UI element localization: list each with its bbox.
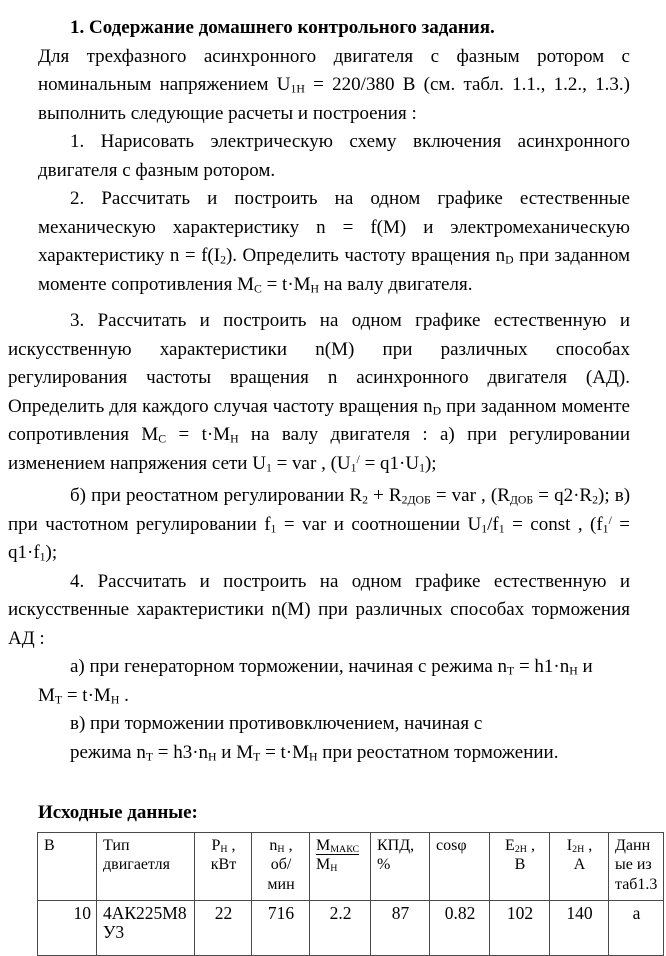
table-header-cell: Данн ые из таб1.3 xyxy=(609,832,664,900)
subscript: 1 xyxy=(270,522,277,536)
table-header-cell: $n_Н$ , об/мин xyxy=(252,832,310,900)
subscript: 2 xyxy=(362,493,368,507)
table-row xyxy=(38,900,664,955)
subscript: C xyxy=(253,282,262,296)
superscript: / xyxy=(608,513,612,527)
data-heading: Исходные данные: xyxy=(38,802,198,823)
formula: $U_{1Н} = 220/380$ В xyxy=(276,74,416,96)
subscript: 2 xyxy=(592,493,599,507)
subscript: 1Н xyxy=(290,82,305,96)
subscript: Т xyxy=(54,693,63,707)
subscript: 1 xyxy=(350,461,357,475)
subscript: ДОБ xyxy=(509,493,534,507)
subscript: 2 xyxy=(220,253,226,267)
formula: n = f(M) xyxy=(316,216,407,238)
subscript: Т xyxy=(253,750,261,764)
formula: $n_Т = h3\cdot n_Н$ xyxy=(136,741,217,764)
subscript: D xyxy=(432,404,442,418)
formula: $R_2 + R_{2ДОБ}$ = var xyxy=(349,485,476,507)
subscript: 2ДОБ xyxy=(401,493,431,507)
subscript: 1 xyxy=(419,461,425,475)
table-cell: 10 xyxy=(38,900,97,955)
subscript: Н xyxy=(220,843,228,855)
paragraph: 4. Рассчитать и построить на одном графике естественную и искусственные характеристики n(M) при различных способах торможения АД : xyxy=(8,570,630,649)
subscript: Н xyxy=(309,750,318,764)
subscript: Н xyxy=(208,750,217,764)
subscript: C xyxy=(158,432,167,446)
table-header-cell: Тип двигаетля xyxy=(97,832,195,900)
table-cell: 22 xyxy=(195,900,252,955)
table-header-cell: $P_Н$ , кВт xyxy=(195,832,252,900)
table-cell: а xyxy=(609,900,664,955)
subscript: Н xyxy=(277,843,285,855)
table-header-cell: $E_{2Н}$ , В xyxy=(490,832,550,900)
data-table xyxy=(37,832,664,956)
subscript: 1 xyxy=(265,461,272,475)
subscript: 1 xyxy=(39,550,46,564)
subscript: 1 xyxy=(498,522,505,536)
paragraph: в) при торможении противовключением, начиная с xyxy=(70,713,483,734)
table-header-cell: КПД, % xyxy=(371,832,430,900)
subscript: 2Н xyxy=(514,843,527,855)
formula: $U_1/f_1$ = const xyxy=(467,513,571,536)
table-header-cell: cosφ xyxy=(430,832,490,900)
table-cell: 716 xyxy=(252,900,310,955)
subscript: Н xyxy=(230,432,239,446)
paragraph: а) при генераторном торможении, начиная с режима $n_Т = h1\cdot n_Н$ и $M_Т = t\cdot M_Н$ . xyxy=(38,656,593,707)
paragraph: режима $n_Т = h3\cdot n_Н$ и $M_Т = t\cdot M_Н$ при реостатном торможении. xyxy=(70,741,559,764)
subscript: Т xyxy=(145,750,153,764)
formula: $M_C = t\cdot M_Н$ xyxy=(237,273,320,296)
formula: $f_1$ = var xyxy=(264,513,327,536)
table-cell: 102 xyxy=(490,900,550,955)
subscript: Т xyxy=(507,664,515,678)
subscript: Н xyxy=(330,863,338,875)
table-header-cell: $M_{МАКС}$ $M_Н$ xyxy=(310,832,371,900)
subscript: D xyxy=(505,253,514,267)
subscript: Н xyxy=(310,282,320,296)
formula: $M_C = t\cdot M_Н$ xyxy=(141,424,239,446)
subscript: 1 xyxy=(602,522,609,536)
superscript: / xyxy=(356,452,360,466)
table-header-cell: В xyxy=(38,832,97,900)
table-cell: 140 xyxy=(550,900,609,955)
table-header-cell: $I_{2Н}$ , А xyxy=(550,832,609,900)
formula: $M_Т = t\cdot M_Н$ xyxy=(236,741,318,764)
formula: $M_Т = t\cdot M_Н$ xyxy=(38,684,120,707)
paragraph: б) при реостатном регулировании $R_2 + R_{2ДОБ}$ = var , $(R_{ДОБ} = q2\cdot R_2)$; в) при частотном регулировании $f_1$ = var и соотношении $U_1/f_1$ = const , $(f_1^/ = q1\cdot f_1)$; xyxy=(8,485,631,564)
table-cell: 2.2 xyxy=(310,900,371,955)
paragraph: Для трехфазного асинхронного двигателя с фазным ротором с номинальным напряжением $U_{1Н} = 220/380$ В (см. табл. 1.1., 1.2., 1.3.) выполнить следующие расчеты и построения : xyxy=(38,45,630,124)
table-cell: 0.82 xyxy=(430,900,490,955)
table-cell: 4АК225М8 У3 xyxy=(97,900,195,955)
subscript: 1 xyxy=(481,522,488,536)
formula: $U_1$ = var xyxy=(252,452,317,475)
paragraph: 3. Рассчитать и построить на одном графике естественную и искусственную характеристики n(M) при различных способах регулирования частоты вращения n асинхронного двигателя (АД). Определить для каждого случая частоту вращения $n_D$ при заданном моменте сопротивления $M_C = t\cdot M_Н$ на валу двигателя : а) при регулировании изменением напряжения сети $U_1$ = var , $(U_1^/ = q1\cdot U_1)$; xyxy=(8,310,630,475)
formula: $n = f(I_2)$. xyxy=(169,245,238,267)
table-row xyxy=(38,832,664,900)
paragraph: 2. Рассчитать и построить на одном графике естественные механическую характеристику n = f(M) и электромеханическую характеристику $n = f(I_2)$. Определить частоту вращения $n_D$ при заданном моменте сопротивления $M_C = t\cdot M_Н$ на валу двигателя. xyxy=(38,188,631,296)
subscript: Н xyxy=(569,664,578,678)
subscript: 2Н xyxy=(572,843,585,855)
paragraphs-container xyxy=(8,43,631,768)
fraction-numerator: $M_{МАКС}$ xyxy=(316,836,360,855)
section-title: 1. Содержание домашнего контрольного задания. xyxy=(70,17,495,38)
subscript: МАКС xyxy=(330,843,360,855)
formula: $n_Т = h1\cdot n_Н$ xyxy=(497,656,578,678)
table-cell: 87 xyxy=(371,900,430,955)
paragraph: 1. Нарисовать электрическую схему включения асинхронного двигателя с фазным ротором. xyxy=(38,131,630,181)
subscript: Н xyxy=(110,693,120,707)
